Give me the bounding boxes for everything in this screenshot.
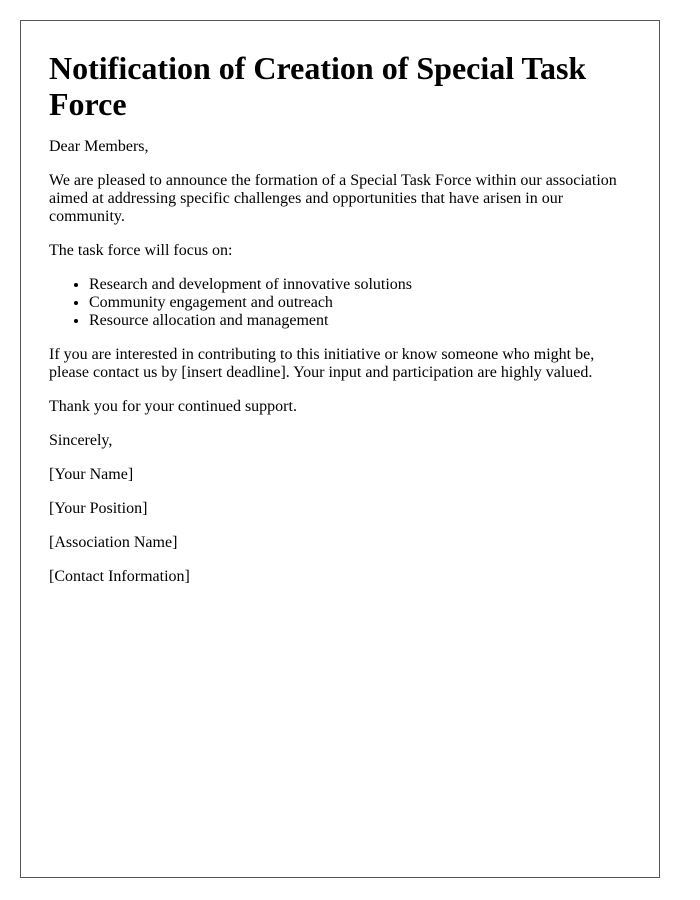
signature-association: [Association Name]: [49, 534, 178, 551]
closing: Sincerely,: [49, 432, 113, 449]
focus-intro: The task force will focus on:: [49, 242, 233, 259]
focus-list-item: • Research and development of innovative solutions: [89, 276, 631, 294]
focus-list-item: • Resource allocation and management: [89, 312, 631, 330]
focus-list-item: • Community engagement and outreach: [89, 294, 631, 312]
focus-list: [49, 276, 631, 330]
signature-position: [Your Position]: [49, 500, 148, 517]
thanks-paragraph: Thank you for your continued support.: [49, 398, 297, 415]
letter-title: Notification of Creation of Special Task Force: [49, 50, 587, 122]
intro-paragraph: We are pleased to announce the formation of a Special Task Force within our association aimed at addressing specific challenges and opportunities that have arisen in our community.: [49, 172, 617, 225]
letter-page: [20, 20, 660, 878]
signature-name: [Your Name]: [49, 466, 134, 483]
signature-contact: [Contact Information]: [49, 568, 190, 585]
greeting: Dear Members,: [49, 138, 149, 155]
call-to-action-paragraph: If you are interested in contributing to this initiative or know someone who might be, please contact us by [insert deadline]. Your input and participation are highly valued.: [49, 346, 595, 381]
